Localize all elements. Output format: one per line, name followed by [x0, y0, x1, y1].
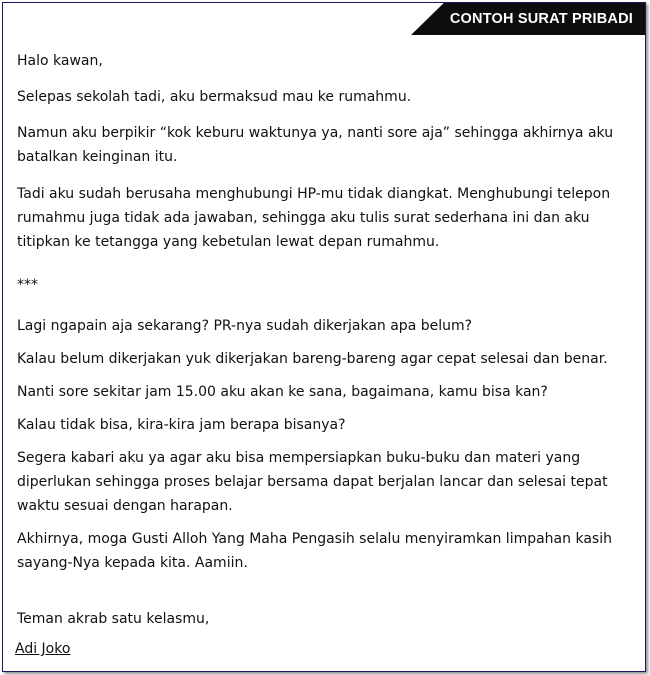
paragraph: Namun aku berpikir “kok keburu waktunya ya, nanti sore aja” sehingga akhirnya aku batalkan keinginan itu.: [17, 125, 614, 165]
paragraph: Kalau belum dikerjakan yuk dikerjakan bareng-bareng agar cepat selesai dan benar.: [17, 351, 608, 367]
paragraph: Segera kabari aku ya agar aku bisa mempersiapkan buku-buku dan materi yang diperlukan sehingga proses belajar bersama dapat berjalan lancar dan selesai tepat waktu sesuai dengan harapan.: [17, 450, 608, 514]
paragraph: Lagi ngapain aja sekarang? PR-nya sudah dikerjakan apa belum?: [17, 318, 473, 334]
banner-title: CONTOH SURAT PRIBADI: [449, 11, 633, 27]
signature: Adi Joko: [15, 641, 71, 657]
paragraph: Kalau tidak bisa, kira-kira jam berapa bisanya?: [17, 417, 346, 433]
letter-frame: [2, 2, 646, 672]
paragraph: Selepas sekolah tadi, aku bermaksud mau ke rumahmu.: [17, 89, 412, 105]
paragraph: Tadi aku sudah berusaha menghubungi HP-mu tidak diangkat. Menghubungi telepon rumahmu juga tidak ada jawaban, sehingga aku tulis surat sederhana ini dan aku titipkan ke tetangga yang kebetulan lewat depan rumahmu.: [17, 186, 611, 250]
section-separator: ***: [17, 277, 38, 293]
letter-body: [17, 49, 643, 631]
closing: Teman akrab satu kelasmu,: [17, 611, 210, 627]
paragraph: Nanti sore sekitar jam 15.00 aku akan ke sana, bagaimana, kamu bisa kan?: [17, 384, 548, 400]
greeting: Halo kawan,: [17, 53, 103, 69]
paragraph: Akhirnya, moga Gusti Alloh Yang Maha Pengasih selalu menyiramkan limpahan kasih sayang-Nya kepada kita. Aamiin.: [17, 531, 612, 571]
